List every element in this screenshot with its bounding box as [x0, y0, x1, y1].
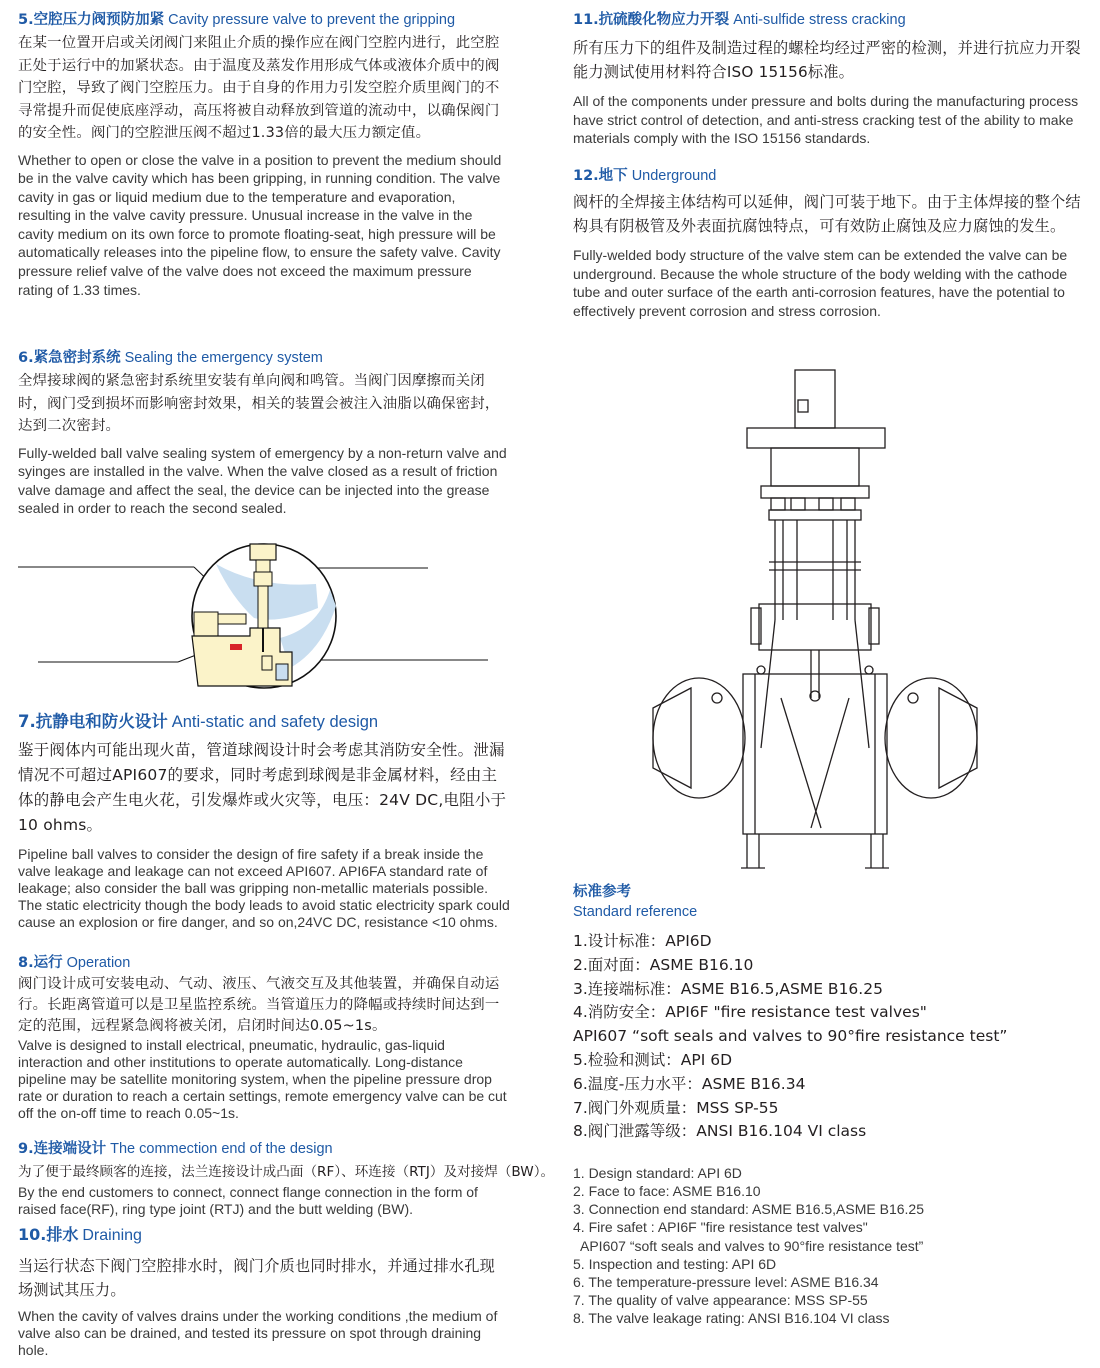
paragraph-zh: 在某一位置开启或关闭阀门来阻止介质的操作应在阀门空腔内进行，此空腔正处于运行中的加紧状态。由于温度及蒸发作用形成气体或液体介质中的阀门空腔，导致了阀门空腔压力。由于自身的作用力引发空腔介质里阀门的不寻常提升而促使底座浮动，高压将被自动释放到管道的流动中，以确保阀门的安全性。阀门的空腔泄压阀不超过1.33倍的最大压力额定值。 — [18, 35, 500, 141]
standard-item-zh: 3.连接端标准：ASME B16.5,ASME B16.25 — [573, 979, 883, 998]
paragraph-en: Whether to open or close the valve in a position to prevent the medium should be in the valve cavity which has been gripping, in running condition. The valve cavity in gas or liquid medium due to the temperature and evaporation, resulting in the valve cavity pressure. Unusual increase in the valve in the cavity medium on its own force to promote floating-seat, high pressure will be automatically releases into the pipeline flow, to ensure the safety valve. Cavity pressure relief valve of the valve does not exceed the maximum pressure rating of 1.33 times. — [18, 151, 502, 298]
section-anti-static — [18, 712, 510, 931]
section-heading — [18, 10, 510, 30]
paragraph-zh: 阀杆的全焊接主体结构可以延伸，阀门可装于地下。由于主体焊接的整个结构具有阴极管及外表面抗腐蚀特点，可有效防止腐蚀及应力腐蚀的发生。 — [573, 193, 1081, 235]
heading-zh: 10.排水 — [18, 1225, 79, 1244]
heading-en: Underground — [631, 168, 717, 184]
paragraph-en: Valve is designed to install electrical, pneumatic, hydraulic, gas-liquid interaction and other institutions to operate automatically. Long-distance pipeline may be satellite monitoring system, when the pipeline pressure drop rate or duration to reach a certain settings, remote emergency valve can be cut off the on-off time to reach 0.05~1s. — [18, 1037, 507, 1121]
standard-item-en: 2. Face to face: ASME B16.10 — [573, 1183, 761, 1200]
heading-en: Sealing the emergency system — [124, 350, 323, 366]
standard-item-en: 3. Connection end standard: ASME B16.5,ASME B16.25 — [573, 1201, 924, 1218]
section-heading — [573, 166, 1083, 186]
section-heading — [18, 953, 510, 973]
paragraph-en: By the end customers to connect, connect flange connection in the form of raised face(RF), ring type joint (RTJ) and the butt welding (BW). — [18, 1183, 478, 1217]
section-underground — [573, 166, 1083, 320]
standard-title-en: Standard reference — [573, 904, 698, 920]
standard-item-zh: 7.阀门外观质量：MSS SP-55 — [573, 1098, 779, 1117]
heading-zh: 5.空腔压力阀预防加紧 — [18, 12, 165, 28]
standard-item-zh: 6.温度-压力水平：ASME B16.34 — [573, 1074, 806, 1093]
heading-en: Anti-static and safety design — [171, 713, 379, 731]
standard-item-zh: 5.检验和测试：API 6D — [573, 1050, 733, 1069]
standard-item-zh: 8.阀门泄露等级：ANSI B16.104 VI class — [573, 1122, 867, 1141]
section-connection-end — [18, 1139, 555, 1218]
heading-zh: 12.地下 — [573, 168, 628, 184]
heading-en: The commection end of the design — [110, 1141, 333, 1157]
paragraph-en: Fully-welded ball valve sealing system of emergency by a non-return valve and syinges are installed in the valve. When the valve closed as a result of friction valve damage and affect the seal, the device can be injected into the grease sealed in order to reach the second sealed. — [18, 444, 507, 517]
section-heading — [18, 348, 510, 368]
seal-diagram-drawing — [18, 528, 510, 693]
paragraph-zh: 当运行状态下阀门空腔排水时，阀门介质也同时排水，并通过排水孔现场测试其压力。 — [18, 1257, 496, 1299]
valve-drawing — [651, 368, 991, 878]
paragraph-zh: 阀门设计成可安装电动、气动、液压、气液交互及其他装置，并确保自动运行。长距离管道可以是卫星监控系统。当管道压力的降幅或持续时间达到一定的范围，远程紧急阀将被关闭，启闭时间达0.05~1s。 — [18, 976, 500, 1034]
paragraph-en: Pipeline ball valves to consider the design of fire safety if a break inside the valve leakage and leakage can not exceed API607. API6FA standard rate of leakage; also consider the ball was gripping non-metallic materials possible. The static electricity though the body leads to avoid static electricity spark could cause an explosion or fire danger, and so on,24VC DC, resistance <10 ohms. — [18, 846, 510, 930]
section-operation — [18, 953, 510, 1122]
section-emergency-seal — [18, 348, 510, 518]
standard-item-zh: 1.设计标准：API6D — [573, 932, 712, 950]
standard-item-zh: 4.消防安全：API6F "fire resistance test valves" — [573, 1003, 927, 1022]
paragraph-en: Fully-welded body structure of the valve stem can be extended the valve can be underground. Because the whole structure of the body welding with the cathode tube and outer surface of the earth anti-corrosion features, have the potential to effectively prevent corrosion and stress corrosion. — [573, 247, 1068, 319]
paragraph-zh: 鉴于阀体内可能出现火苗，管道球阀设计时会考虑其消防安全性。泄漏情况不可超过API607的要求，同时考虑到球阀是非金属材料，经由主体的静电会产生电火花，引发爆炸或火灾等，电压：24V DC,电阻小于10 ohms。 — [18, 741, 507, 834]
heading-en: Operation — [66, 955, 131, 971]
section-cavity-pressure — [18, 10, 510, 299]
standard-item-en: 4. Fire safet : API6F "fire resistance test valves" — [573, 1219, 868, 1236]
paragraph-zh: 为了便于最终顾客的连接，法兰连接设计成凸面（RF）、环连接（RTJ）及对接焊（BW）。 — [18, 1164, 555, 1180]
heading-zh: 6.紧急密封系统 — [18, 350, 121, 366]
heading-zh: 11.抗硫酸化物应力开裂 — [573, 12, 730, 28]
paragraph-zh: 所有压力下的组件及制造过程的螺栓均经过严密的检测，并进行抗应力开裂能力测试使用材料符合ISO 15156标准。 — [573, 39, 1081, 81]
heading-zh: 9.连接端设计 — [18, 1141, 107, 1157]
standard-list-en — [573, 1164, 1083, 1327]
section-heading — [18, 1139, 510, 1159]
heading-en: Anti-sulfide stress cracking — [733, 12, 906, 28]
section-anti-sulfide — [573, 10, 1083, 148]
paragraph-en: When the cavity of valves drains under the working conditions ,the medium of valve also can be drained, and tested its pressure on spot through draining hole. — [18, 1308, 498, 1358]
paragraph-zh: 全焊接球阀的紧急密封系统里安装有单向阀和鸣管。当阀门因摩擦而关闭时，阀门受到损坏而影响密封效果，相关的装置会被注入油脂以确保密封，达到二次密封。 — [18, 373, 500, 434]
standard-item-zh: API607 “soft seals and valves to 90°fire resistance test” — [573, 1027, 1008, 1046]
seal-diagram — [18, 528, 510, 693]
standard-item-en: 7. The quality of valve appearance: MSS SP-55 — [573, 1291, 868, 1308]
standard-item-en: 6. The temperature-pressure level: ASME B16.34 — [573, 1273, 879, 1290]
section-draining — [18, 1225, 510, 1359]
paragraph-en: All of the components under pressure and bolts during the manufacturing process have strict control of detection, and anti-stress cracking test of the ability to make materials comply with the ISO 15156 standards. — [573, 93, 1079, 147]
heading-zh: 8.运行 — [18, 955, 63, 971]
standard-item-zh: 2.面对面：ASME B16.10 — [573, 955, 754, 974]
standard-item-en: 5. Inspection and testing: API 6D — [573, 1255, 777, 1272]
standard-item-en: API607 “soft seals and valves to 90°fire resistance test” — [573, 1237, 924, 1254]
section-heading — [18, 1225, 510, 1246]
section-heading — [573, 10, 1083, 30]
standard-title-zh: 标准参考 — [573, 884, 631, 900]
standard-list-zh — [573, 930, 1083, 1144]
standard-item-en: 8. The valve leakage rating: ANSI B16.104 VI class — [573, 1309, 890, 1326]
section-heading — [18, 712, 510, 732]
heading-zh: 7.抗静电和防火设计 — [18, 712, 168, 731]
heading-en: Draining — [82, 1227, 142, 1244]
heading-en: Cavity pressure valve to prevent the gripping — [168, 12, 456, 28]
standard-item-en: 1. Design standard: API 6D — [573, 1165, 742, 1182]
standard-reference — [573, 882, 1083, 1327]
